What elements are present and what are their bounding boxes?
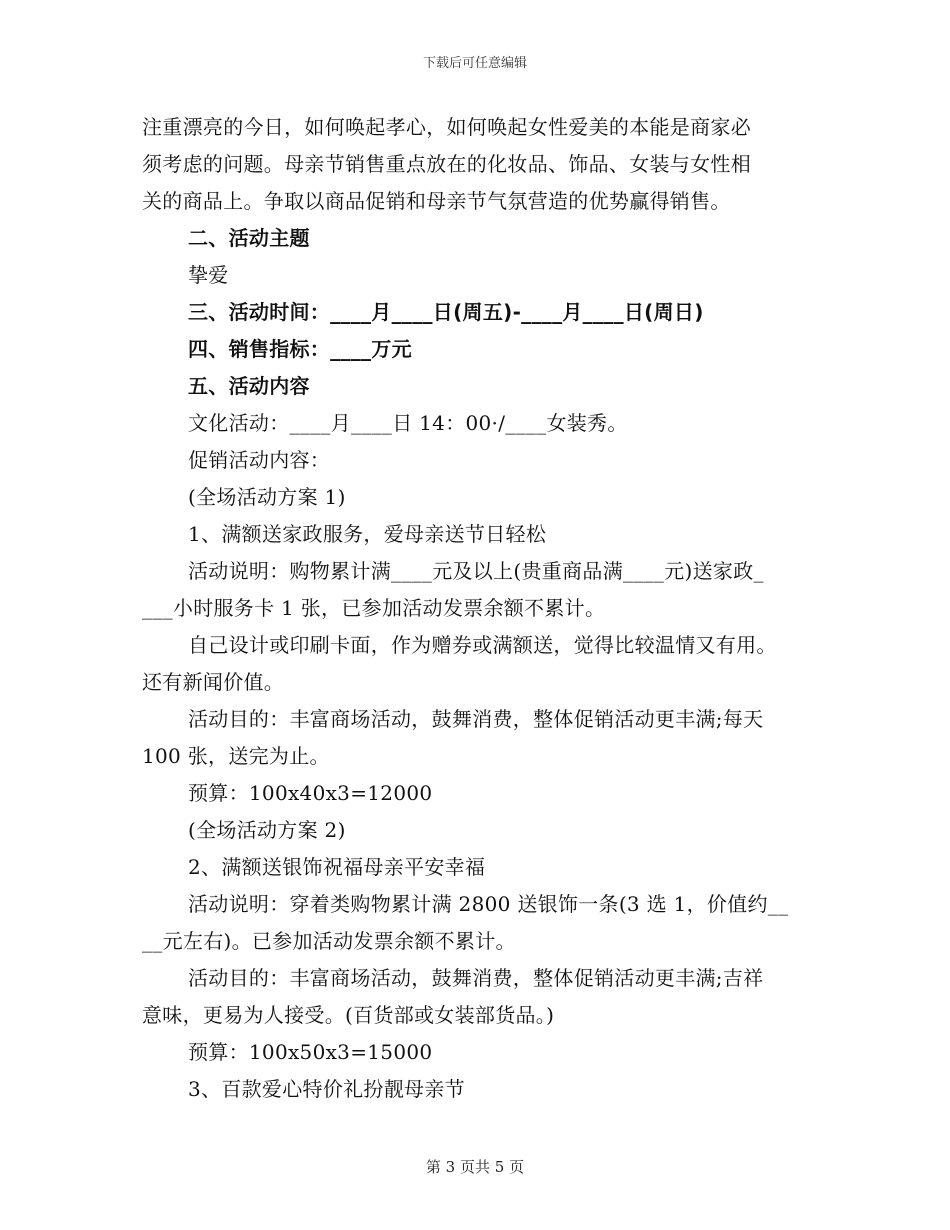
body-line: 预算：100x50x3=15000: [188, 1040, 433, 1064]
body-line: 活动目的：丰富商场活动，鼓舞消费，整体促销活动更丰满;每天: [188, 707, 764, 731]
body-line: 挚爱: [188, 263, 229, 287]
body-line: (全场活动方案 2): [188, 818, 346, 842]
body-line: ___小时服务卡 1 张，已参加活动发票余额不累计。: [142, 596, 606, 620]
subsection-heading: 2、满额送银饰祝福母亲平安幸福: [188, 855, 486, 879]
body-line: __元左右)。已参加活动发票余额不累计。: [142, 929, 516, 953]
body-line: 预算：100x40x3=12000: [188, 781, 433, 805]
body-line: 促销活动内容：: [188, 448, 331, 472]
page-header: 下载后可任意编辑: [422, 56, 527, 71]
subsection-heading: 1、满额送家政服务，爱母亲送节日轻松: [188, 522, 547, 546]
section-heading: 二、活动主题: [188, 226, 310, 250]
body-line: 活动目的：丰富商场活动，鼓舞消费，整体促销活动更丰满;吉祥: [188, 966, 764, 990]
body-line: 注重漂亮的今日，如何唤起孝心，如何唤起女性爱美的本能是商家必: [142, 115, 751, 139]
section-heading: 三、活动时间：____月____日(周五)-____月____日(周日): [188, 300, 704, 324]
page-footer: 第 3 页共 5 页: [425, 1158, 525, 1176]
body-line: 还有新闻价值。: [142, 670, 285, 694]
body-line: 100 张，送完为止。: [142, 744, 330, 768]
body-line: 须考虑的问题。母亲节销售重点放在的化妆品、饰品、女装与女性相: [142, 152, 751, 176]
body-line: 关的商品上。争取以商品促销和母亲节气氛营造的优势赢得销售。: [142, 189, 731, 213]
body-line: 意味，更易为人接受。(百货部或女装部货品。): [142, 1003, 555, 1027]
body-line: 活动说明：穿着类购物累计满 2800 送银饰一条(3 选 1，价值约__: [188, 892, 789, 916]
section-heading: 四、销售指标：____万元: [188, 337, 412, 361]
subsection-heading: 3、百款爱心特价礼扮靓母亲节: [188, 1077, 465, 1101]
body-line: (全场活动方案 1): [188, 485, 346, 509]
body-line: 文化活动：____月____日 14：00·/____女装秀。: [188, 411, 628, 435]
body-line: 自己设计或印刷卡面，作为赠券或满额送，觉得比较温情又有用。: [188, 633, 777, 657]
section-heading: 五、活动内容: [188, 374, 310, 398]
body-line: 活动说明：购物累计满____元及以上(贵重商品满____元)送家政_: [188, 559, 764, 583]
